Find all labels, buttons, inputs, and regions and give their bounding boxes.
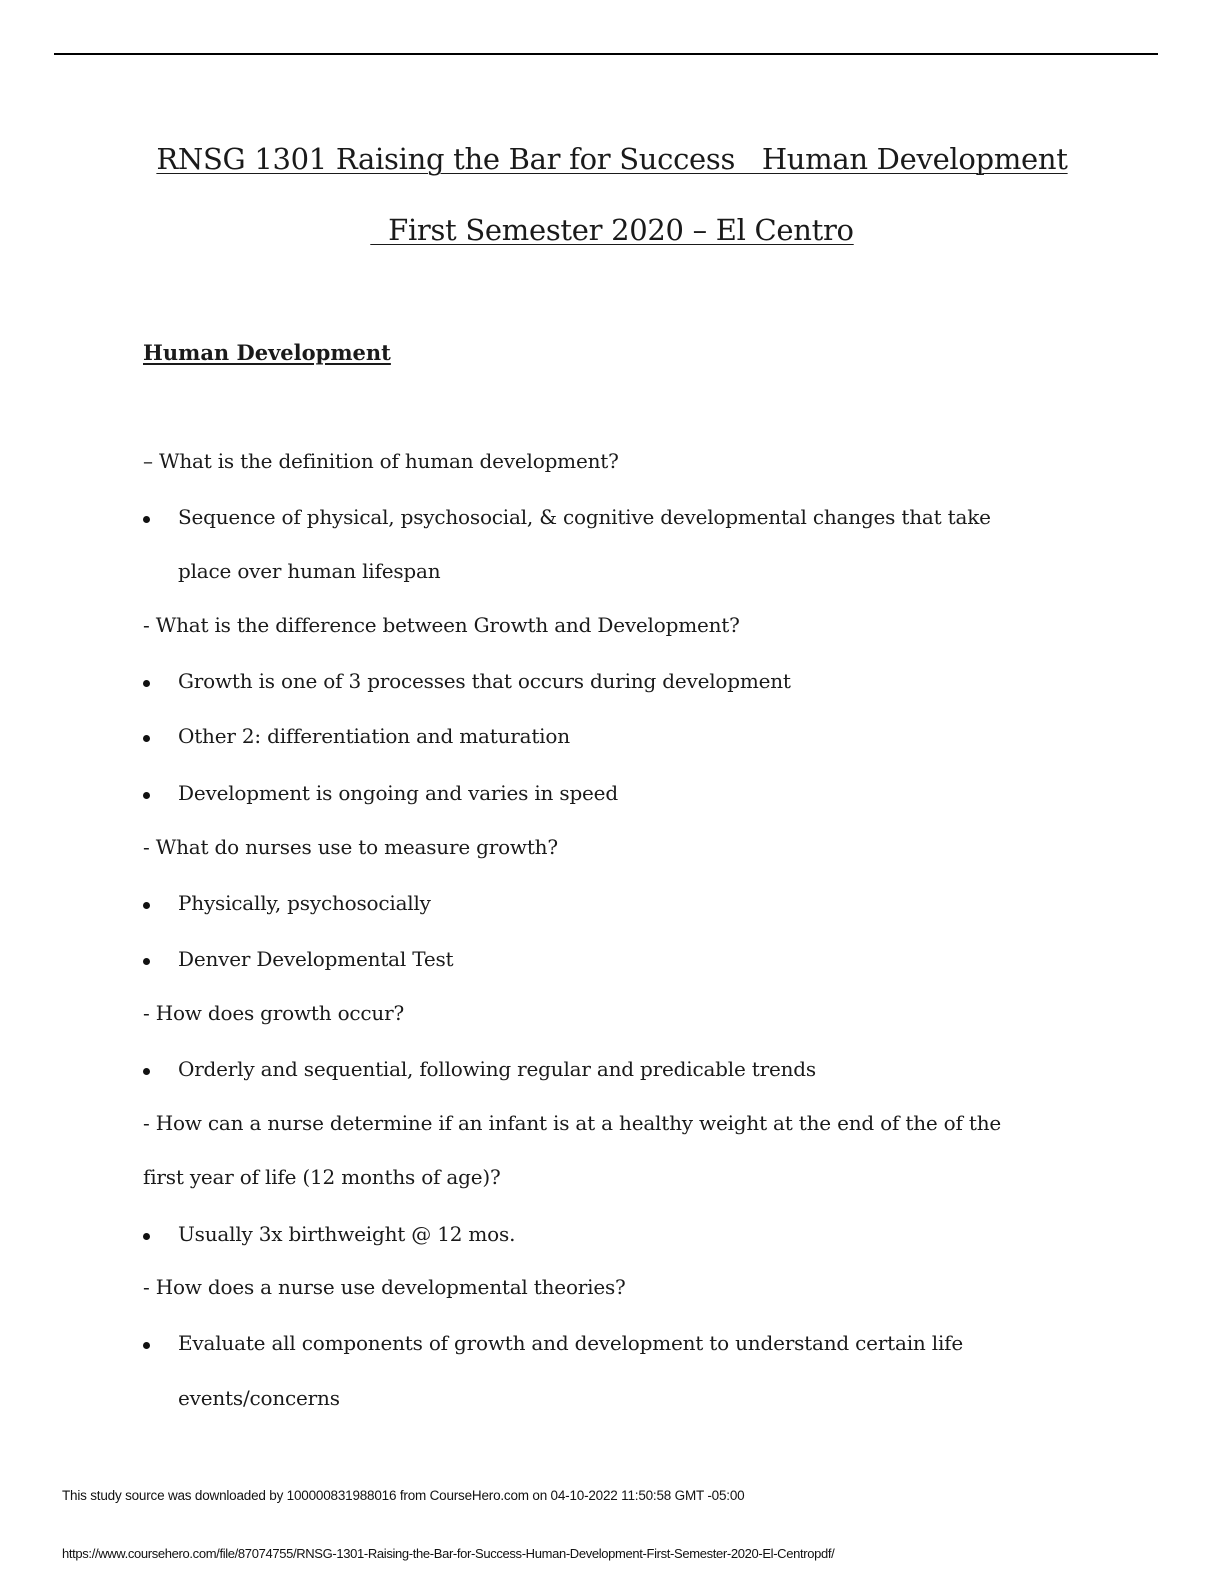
answer-line: place over human lifespan bbox=[178, 559, 441, 583]
bullet-icon bbox=[143, 1068, 150, 1075]
question-developmental-theories: - How does a nurse use developmental theories? bbox=[143, 1275, 626, 1299]
bullet-icon bbox=[143, 792, 150, 799]
answer-line: Growth is one of 3 processes that occurs during development bbox=[178, 669, 791, 693]
question-how-growth-occurs: - How does growth occur? bbox=[143, 1001, 404, 1025]
question-definition: – What is the definition of human development? bbox=[143, 449, 619, 473]
question-infant-weight-cont: first year of life (12 months of age)? bbox=[143, 1165, 501, 1189]
answer-line: events/concerns bbox=[178, 1386, 340, 1410]
bullet-icon bbox=[143, 958, 150, 965]
answer-line: Physically, psychosocially bbox=[178, 891, 431, 915]
bullet-icon bbox=[143, 902, 150, 909]
answer-line: Other 2: differentiation and maturation bbox=[178, 724, 570, 748]
question-infant-weight: - How can a nurse determine if an infant is at a healthy weight at the end of the of the bbox=[143, 1111, 1002, 1135]
document-title: RNSG 1301 Raising the Bar for Success Human Development bbox=[156, 142, 1068, 176]
answer-line: Denver Developmental Test bbox=[178, 947, 454, 971]
answer-line: Development is ongoing and varies in speed bbox=[178, 781, 618, 805]
document-subtitle: First Semester 2020 – El Centro bbox=[370, 213, 854, 247]
answer-line: Orderly and sequential, following regular and predicable trends bbox=[178, 1057, 816, 1081]
bullet-icon bbox=[143, 516, 150, 523]
question-growth-vs-development: - What is the difference between Growth and Development? bbox=[143, 613, 740, 637]
bullet-icon bbox=[143, 1233, 150, 1240]
header-rule bbox=[54, 53, 1158, 55]
download-notice: This study source was downloaded by 100000831988016 from CourseHero.com on 04-10-2022 11:50:58 GMT -05:00 bbox=[62, 1488, 745, 1503]
bullet-icon bbox=[143, 680, 150, 687]
question-measure-growth: - What do nurses use to measure growth? bbox=[143, 835, 558, 859]
source-url-link[interactable]: https://www.coursehero.com/file/87074755/RNSG-1301-Raising-the-Bar-for-Success-Human-Development-First-Semester-2020-El-Centropdf/ bbox=[62, 1546, 835, 1561]
answer-line: Usually 3x birthweight @ 12 mos. bbox=[178, 1222, 516, 1246]
bullet-icon bbox=[143, 1342, 150, 1349]
answer-line: Sequence of physical, psychosocial, & cognitive developmental changes that take bbox=[178, 505, 991, 529]
bullet-icon bbox=[143, 735, 150, 742]
answer-line: Evaluate all components of growth and development to understand certain life bbox=[178, 1331, 963, 1355]
section-heading: Human Development bbox=[143, 340, 391, 365]
